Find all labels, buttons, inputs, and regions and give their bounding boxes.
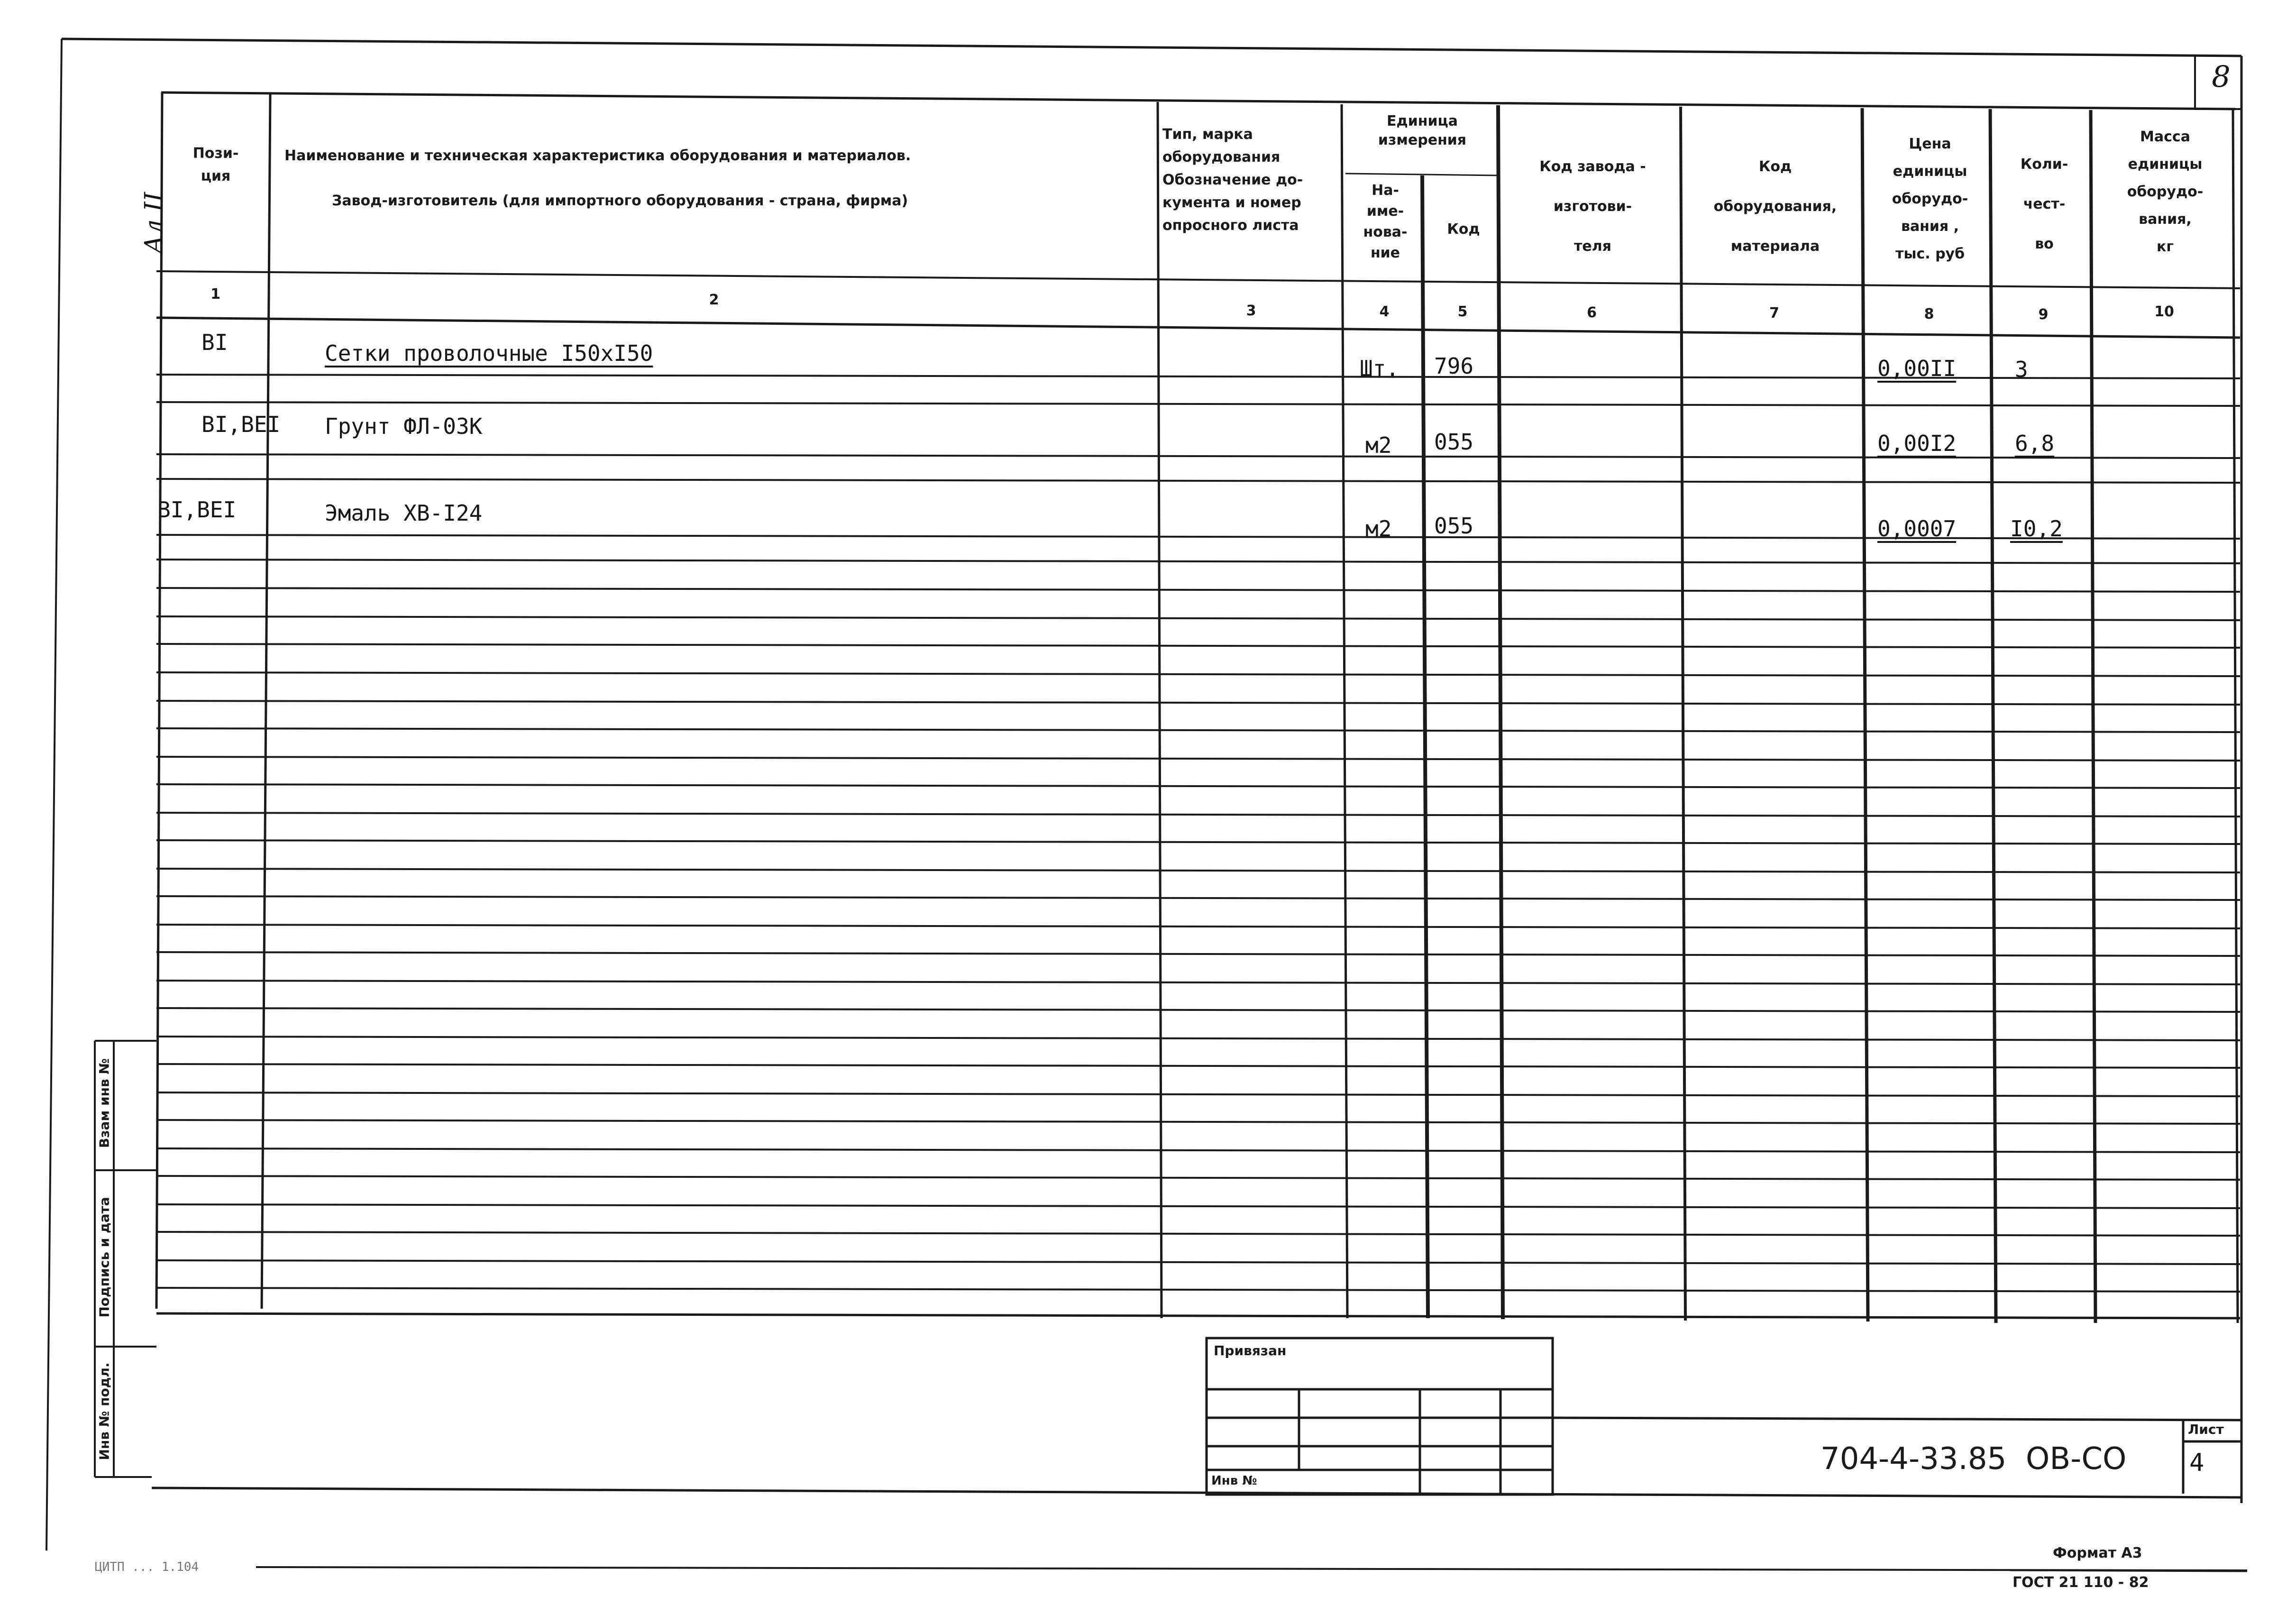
header-type-mark: Тип, марка оборудования Обозначение до- кумента и номер опросного листа	[1162, 126, 1303, 234]
footer-left-code: ЦИТП ... 1.104	[95, 1560, 199, 1574]
header-unit-name: На- име- нова- ние	[1363, 182, 1408, 261]
row-price: 0,0007	[1877, 516, 1957, 541]
row-unit-code: 055	[1434, 429, 1474, 455]
column-number: 10	[2154, 303, 2174, 320]
footer-gost: ГОСТ 21 110 - 82	[2012, 1574, 2149, 1591]
column-number: 1	[210, 286, 220, 303]
column-number: 3	[1246, 303, 1256, 319]
row-price: 0,00I2	[1877, 431, 1957, 456]
row-quantity: 6,8	[2015, 431, 2055, 456]
row-name: Грунт ФЛ-03К	[325, 413, 483, 439]
row-position: BI,BEI	[201, 412, 281, 437]
header-manufacturer-code: Код завода - изготови- теля	[1539, 158, 1646, 255]
row-quantity: I0,2	[2010, 516, 2063, 541]
row-name: Сетки проволочные I50xI50	[325, 340, 653, 366]
header-unit-price: Цена единицы оборудо- вания , тыс. руб	[1892, 136, 1968, 262]
column-number: 7	[1769, 305, 1779, 321]
side-stamp-signature-date: Подпись и дата	[96, 1197, 112, 1318]
header-quantity: Коли- чест- во	[2020, 156, 2068, 252]
header-name-line2: Завод-изготовитель (для импортного оборудования - страна, фирма)	[332, 193, 908, 209]
column-number: 6	[1587, 304, 1597, 321]
row-unit: м2	[1365, 432, 1392, 458]
column-number: 4	[1379, 303, 1390, 320]
footer-format: Формат А3	[2053, 1545, 2142, 1561]
sheet-corner-number: 8	[2212, 59, 2231, 94]
header-unit-group: Единица измерения	[1378, 113, 1467, 148]
column-number: 8	[1924, 306, 1934, 322]
stamp-inv-no: Инв №	[1211, 1474, 1257, 1488]
row-position: BI	[201, 330, 228, 355]
column-number: 9	[2038, 306, 2049, 323]
side-stamp-inv-podl: Инв № подл.	[96, 1362, 112, 1460]
row-name: Эмаль ХВ-I24	[325, 500, 483, 526]
row-quantity: 3	[2015, 357, 2028, 382]
column-number: 5	[1457, 303, 1468, 320]
row-unit-code: 055	[1434, 513, 1474, 539]
header-position: Пози- ция	[192, 145, 239, 184]
row-position: BI,BEI	[157, 497, 237, 523]
header-unit-code: Код	[1447, 221, 1480, 238]
stamp-privyazan: Привязан	[1214, 1343, 1287, 1358]
header-name-line1: Наименование и техническая характеристика оборудования и материалов.	[284, 147, 911, 164]
sheet-number: 4	[2189, 1449, 2205, 1477]
row-unit: Шт.	[1360, 356, 1400, 381]
sheet-label: Лист	[2188, 1422, 2224, 1437]
row-unit: м2	[1365, 516, 1392, 541]
header-unit-mass: Масса единицы оборудо- вания, кг	[2127, 128, 2204, 255]
document-code: 704-4-33.85 ОВ-СО	[1820, 1441, 2127, 1477]
side-stamp-vzam-inv: Взам инв №	[96, 1058, 112, 1148]
row-price: 0,00II	[1877, 356, 1957, 381]
margin-annotation: Ал II	[140, 192, 168, 254]
column-number: 2	[709, 292, 719, 308]
row-unit-code: 796	[1434, 353, 1474, 379]
header-equipment-code: Код оборудования, материала	[1713, 158, 1837, 255]
